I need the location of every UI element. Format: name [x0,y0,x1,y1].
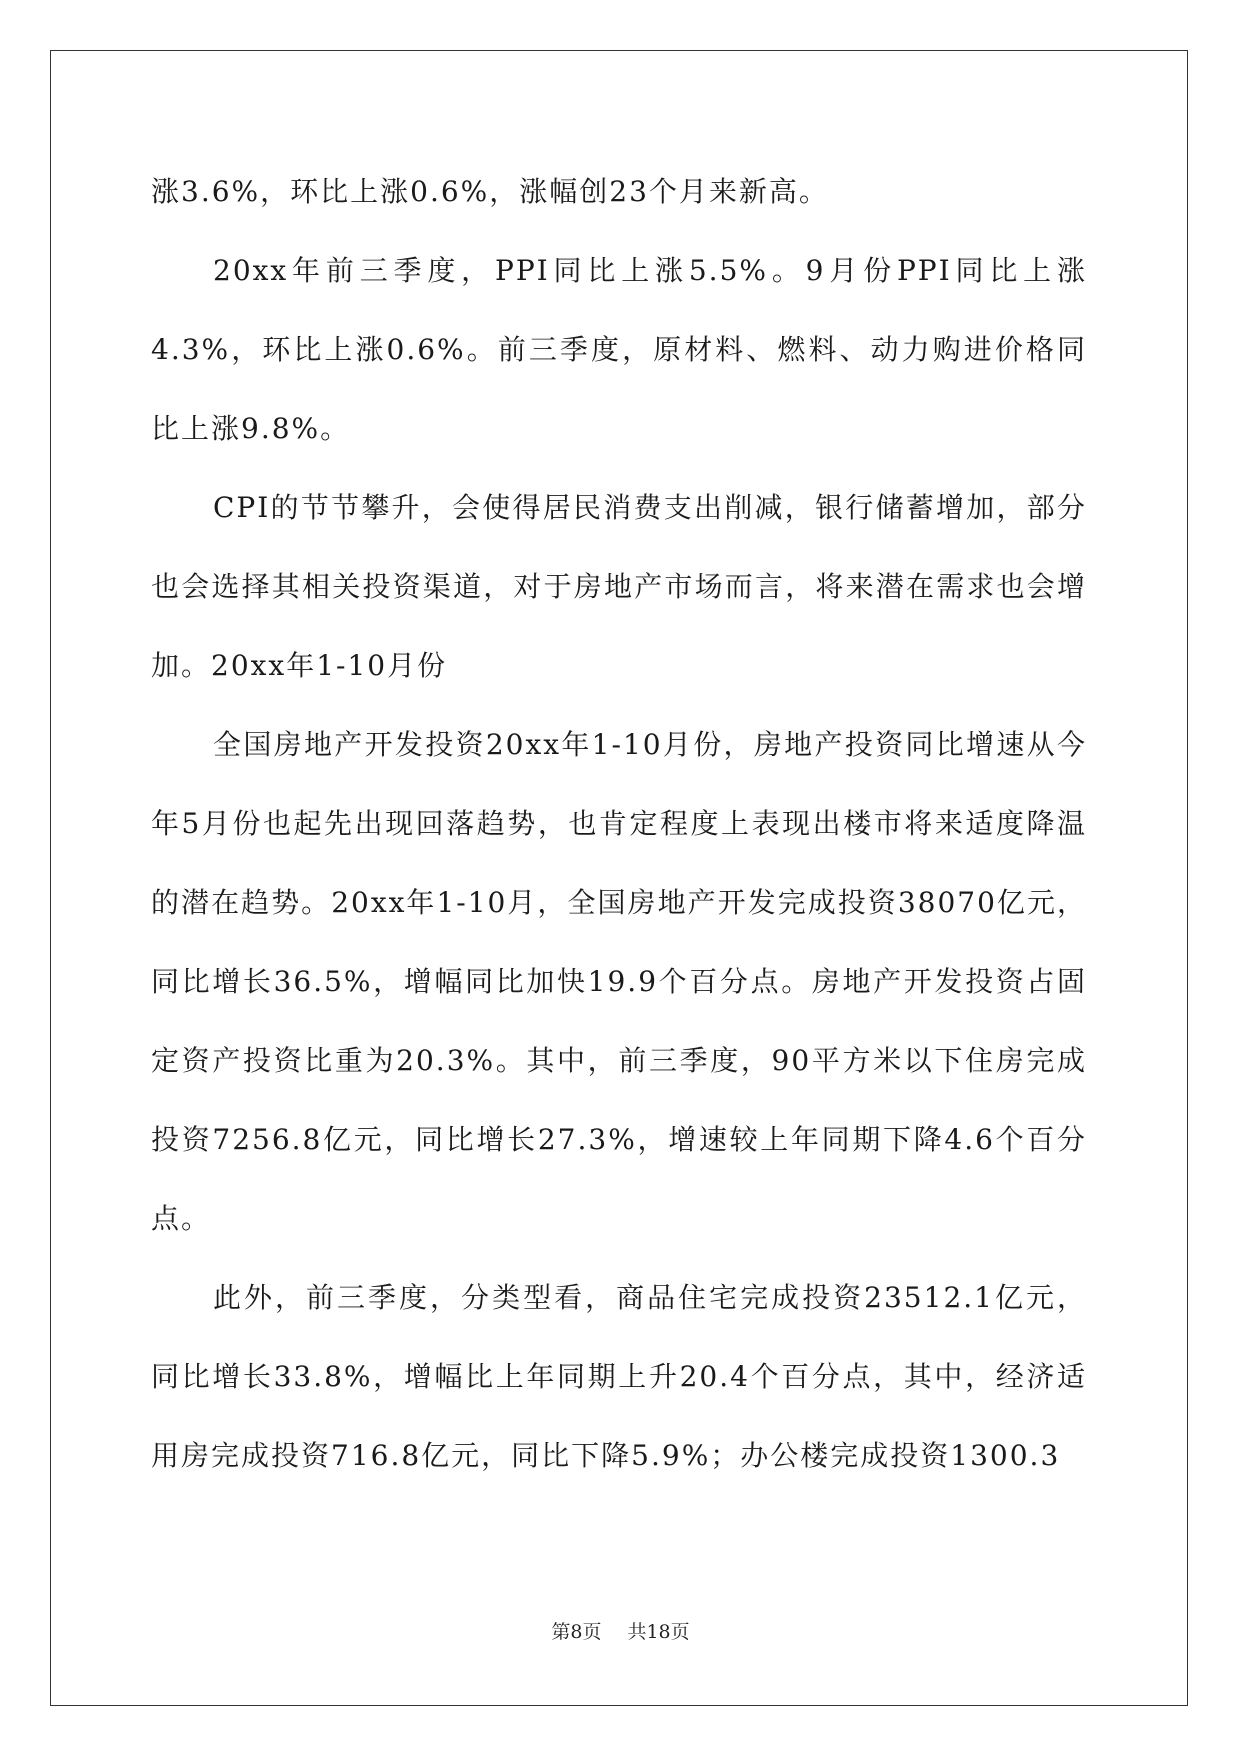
paragraph-3: CPI的节节攀升，会使得居民消费支出削减，银行储蓄增加，部分也会选择其相关投资渠道，对于房地产市场而言，将来潜在需求也会增加。20xx年1-10月份 [151,491,1087,682]
paragraph-5: 此外，前三季度，分类型看，商品住宅完成投资23512.1亿元，同比增长33.8%，增幅比上年同期上升20.4个百分点，其中，经济适用房完成投资716.8亿元，同比下降5.9%；办公楼完成投资1300.3 [151,1281,1087,1472]
page-number: 第8页 [551,1621,602,1643]
paragraph-1: 涨3.6%，环比上涨0.6%，涨幅创23个月来新高。 [151,175,829,208]
paragraph-2: 20xx年前三季度，PPI同比上涨5.5%。9月份PPI同比上涨4.3%，环比上涨0.6%。前三季度，原材料、燃料、动力购进价格同比上涨9.8%。 [151,254,1087,445]
page-footer [0,1617,1241,1644]
paragraph-4: 全国房地产开发投资20xx年1-10月份，房地产投资同比增速从今年5月份也起先出现回落趋势，也肯定程度上表现出楼市将来适度降温的潜在趋势。20xx年1-10月，全国房地产开发完成投资38070亿元，同比增长36.5%，增幅同比加快19.9个百分点。房地产开发投资占固定资产投资比重为20.3%。其中，前三季度，90平方米以下住房完成投资7256.8亿元，同比增长27.3%，增速较上年同期下降4.6个百分点。 [151,728,1087,1235]
document-body [151,152,1087,1495]
page-total: 共18页 [627,1621,690,1643]
